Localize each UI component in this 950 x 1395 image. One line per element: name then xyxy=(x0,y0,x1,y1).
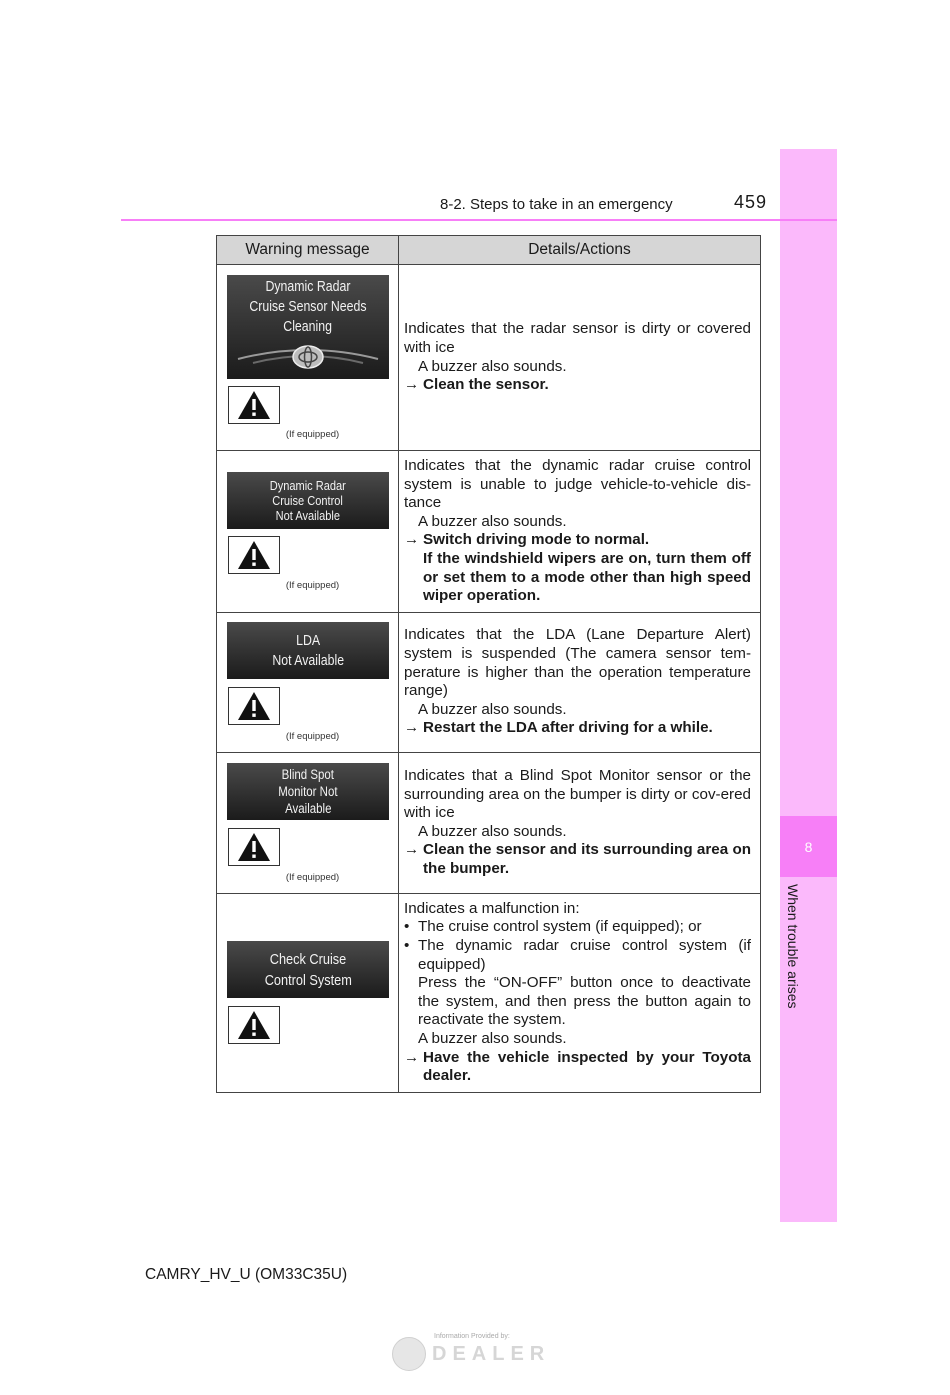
arrow-right-icon: → xyxy=(404,1048,420,1066)
action-line xyxy=(404,841,751,878)
arrow-right-icon: → xyxy=(404,531,420,549)
warning-message-cell xyxy=(217,451,399,613)
buzzer-note: A buzzer also sounds. xyxy=(418,357,567,375)
warning-triangle-icon xyxy=(228,828,280,866)
header-details-actions: Details/Actions xyxy=(399,236,761,265)
details-text: Indicates that a Blind Spot Monitor sensor or the surrounding area on the bumper is dirty or cov-ered with ice xyxy=(404,766,751,822)
details-text: Indicates that the dynamic radar cruise control system is unable to judge vehicle-to-vehicle dis-tance xyxy=(404,457,751,512)
display-line: LDA xyxy=(296,632,320,649)
display-line: Check Cruise xyxy=(269,950,347,968)
warning-message-cell xyxy=(217,893,399,1092)
buzzer-note: A buzzer also sounds. xyxy=(418,822,567,840)
details-text: Indicates a malfunction in: xyxy=(404,899,580,917)
action-note: If the windshield wipers are on, turn them off or set them to a mode other than high speed wiper operation. xyxy=(423,549,751,605)
table-row xyxy=(217,752,761,893)
details-cell xyxy=(399,752,761,893)
action-line xyxy=(404,531,751,550)
if-equipped-note: (If equipped) xyxy=(285,871,340,883)
bullet-icon: • xyxy=(404,918,410,936)
display-line: Dynamic Radar xyxy=(265,279,351,295)
display-screen xyxy=(227,275,389,379)
display-line: Dynamic Radar xyxy=(269,477,347,493)
arrow-right-icon: → xyxy=(404,376,420,394)
display-line: Not Available xyxy=(275,507,341,523)
display-line: Cruise Sensor Needs xyxy=(249,299,367,315)
display-line: Available xyxy=(284,800,332,816)
display-screen xyxy=(227,763,389,820)
table-row xyxy=(217,893,761,1092)
chapter-number: 8 xyxy=(804,838,813,855)
chapter-title: When trouble arises xyxy=(785,884,801,1009)
action-line xyxy=(404,1049,751,1086)
display-line: Blind Spot xyxy=(281,766,335,782)
table-header-row xyxy=(217,236,761,265)
warning-message-cell xyxy=(217,612,399,752)
toyota-emblem-icon xyxy=(233,337,383,371)
table-row xyxy=(217,265,761,451)
chapter-number-tab xyxy=(780,816,837,877)
warning-triangle-icon xyxy=(228,386,280,424)
list-item-text: The cruise control system (if equipped); or xyxy=(418,918,702,936)
action-text: Switch driving mode to normal. xyxy=(423,531,650,549)
list-item-text: The dynamic radar cruise control system (if equipped) xyxy=(418,936,751,973)
buzzer-note: A buzzer also sounds. xyxy=(418,1029,567,1047)
globe-logo-icon xyxy=(392,1337,426,1371)
action-line xyxy=(404,376,751,395)
action-line xyxy=(404,719,751,738)
display-line: Control System xyxy=(264,971,352,989)
action-text: Clean the sensor. xyxy=(423,376,549,394)
list-item xyxy=(404,918,751,937)
side-tab xyxy=(780,149,837,1222)
section-title: 8-2. Steps to take in an emergency xyxy=(440,196,673,213)
display-line: Not Available xyxy=(272,652,344,669)
details-cell xyxy=(399,451,761,613)
details-cell xyxy=(399,893,761,1092)
warning-triangle-icon xyxy=(228,536,280,574)
action-text: Have the vehicle inspected by your Toyota dealer. xyxy=(423,1048,751,1085)
arrow-right-icon: → xyxy=(404,719,420,737)
warning-triangle-icon xyxy=(228,687,280,725)
buzzer-note: A buzzer also sounds. xyxy=(418,512,567,530)
if-equipped-note: (If equipped) xyxy=(285,731,340,743)
if-equipped-note: (If equipped) xyxy=(285,429,340,440)
watermark-caption: Information Provided by: xyxy=(434,1333,510,1340)
display-line: Cleaning xyxy=(283,319,333,335)
watermark-logo: DEALER xyxy=(432,1343,551,1365)
action-text: Restart the LDA after driving for a while. xyxy=(423,719,713,737)
header-warning-message: Warning message xyxy=(217,236,399,265)
action-text: Clean the sensor and its surrounding area on the bumper. xyxy=(423,841,751,877)
table-row xyxy=(217,451,761,613)
dealer-watermark xyxy=(390,1330,560,1374)
warning-triangle-icon xyxy=(228,1006,280,1044)
instruction-text: Press the “ON-OFF” button once to deactivate the system, and then press the button again to reactivate the system. xyxy=(418,974,751,1029)
warning-message-cell xyxy=(217,752,399,893)
page-number: 459 xyxy=(734,192,768,212)
display-screen xyxy=(227,941,389,998)
table-row xyxy=(217,612,761,752)
warning-message-table xyxy=(216,235,761,1093)
details-text: Indicates that the radar sensor is dirty or covered with ice xyxy=(404,320,751,356)
buzzer-note: A buzzer also sounds. xyxy=(418,700,567,718)
model-code: CAMRY_HV_U (OM33C35U) xyxy=(145,1266,348,1283)
warning-message-cell xyxy=(217,265,399,451)
arrow-right-icon: → xyxy=(404,841,420,859)
list-item xyxy=(404,937,751,974)
display-line: Monitor Not xyxy=(278,783,338,799)
display-line: Cruise Control xyxy=(272,492,344,508)
header-rule xyxy=(121,219,837,221)
display-screen xyxy=(227,472,389,529)
bullet-icon: • xyxy=(404,936,410,954)
details-cell xyxy=(399,265,761,451)
details-cell xyxy=(399,612,761,752)
display-screen xyxy=(227,622,389,679)
details-text: Indicates that the LDA (Lane Departure Alert) system is suspended (The camera sensor tem-perature is higher than the operation temperature range) xyxy=(404,626,751,700)
if-equipped-note: (If equipped) xyxy=(285,579,340,591)
